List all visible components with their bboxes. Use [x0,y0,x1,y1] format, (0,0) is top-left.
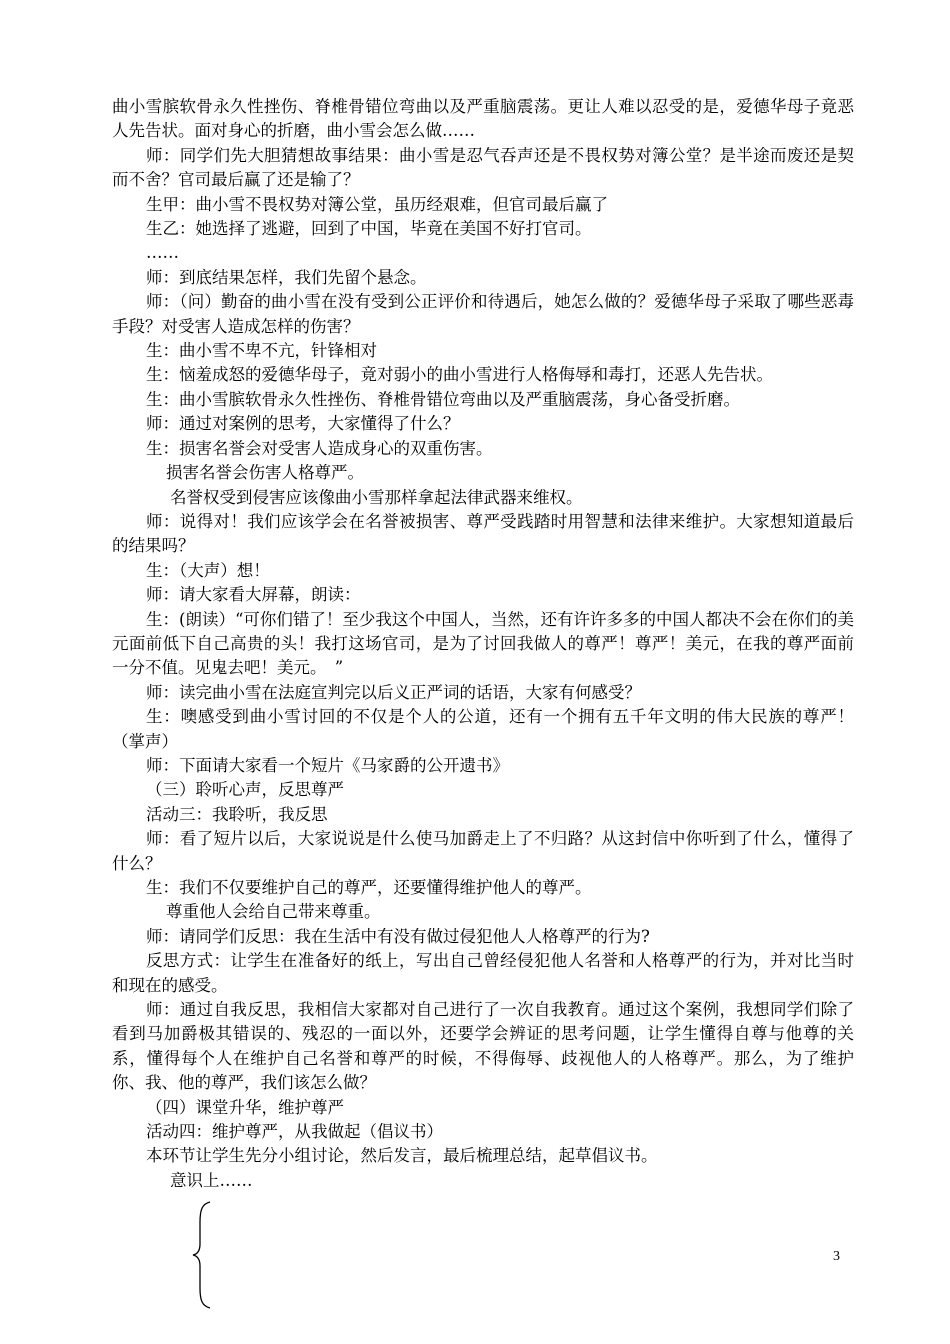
paragraph: 本环节让学生先分小组讨论，然后发言，最后梳理总结，起草倡议书。 [146,1146,658,1166]
paragraph: 生：恼羞成怒的爱德华母子，竟对弱小的曲小雪进行人格侮辱和毒打，还恶人先告状。 [146,365,773,385]
paragraph: 活动四：维护尊严，从我做起（倡议书） [146,1122,443,1142]
paragraph: 师：请同学们反思：我在生活中有没有做过侵犯他人人格尊严的行为? [146,926,650,946]
paragraph: （三）聆听心声，反思尊严 [146,780,344,800]
paragraph: 损害名誉会伤害人格尊严。 [166,463,364,483]
paragraph: 反思方式：让学生在准备好的纸上，写出自己曾经侵犯他人名誉和人格尊严的行为，并对比当时和现在的感受。 [112,951,854,995]
paragraph: 师：（问）勤奋的曲小雪在没有受到公正评价和待遇后，她怎么做的？爱德华母子采取了哪些恶毒手段？对受害人造成怎样的伤害？ [112,292,854,336]
body-text [112,95,854,1193]
paragraph: …… [146,243,179,263]
page-number: 3 [833,1249,840,1264]
paragraph: 师：同学们先大胆猜想故事结果：曲小雪是忍气吞声还是不畏权势对簿公堂？是半途而废还是契而不舍？官司最后赢了还是输了？ [112,145,854,190]
paragraph: 师：看了短片以后，大家说说是什么使马加爵走上了不归路？从这封信中你听到了什么，懂得了什么？ [112,829,854,873]
paragraph: 名誉权受到侵害应该像曲小雪那样拿起法律武器来维权。 [170,487,583,507]
paragraph: 师：读完曲小雪在法庭宣判完以后义正严词的话语，大家有何感受？ [146,682,641,702]
paragraph: 师：请大家看大屏幕，朗读： [146,585,361,605]
paragraph: 生：我们不仅要维护自己的尊严，还要懂得维护他人的尊严。 [146,878,592,897]
paragraph: 活动三：我聆听，我反思 [146,804,328,824]
paragraph: 生：曲小雪膑软骨永久性挫伤、脊椎骨错位弯曲以及严重脑震荡，身心备受折磨。 [146,389,740,409]
paragraph: （四）课堂升华，维护尊严 [146,1097,344,1117]
paragraph: 师：到底结果怎样，我们先留个悬念。 [146,267,427,287]
paragraph: 师：通过对案例的思考，大家懂得了什么？ [146,414,460,434]
paragraph: 生：(朗读）“可你们错了！至少我这个中国人，当然，还有许许多多的中国人都决不会在你们的美元面前低下自己高贵的头！我打这场官司，是为了讨回我做人的尊严！尊严！美元，在我的尊严面前一分不值。见鬼去吧！美元。 ” [112,609,854,678]
paragraph: 师：下面请大家看一个短片《马家爵的公开遗书》 [146,755,509,775]
paragraph: 生：（大声）想！ [146,560,270,580]
paragraph: 生：损害名誉会对受害人造成身心的双重伤害。 [146,438,493,458]
paragraph: 曲小雪膑软骨永久性挫伤、脊椎骨错位弯曲以及严重脑震荡。更让人难以忍受的是，爱德华母子竟恶人先告状。面对身心的折磨，曲小雪会怎么做…… [112,97,854,141]
paragraph: 师：说得对！我们应该学会在名誉被损害、尊严受践踏时用智慧和法律来维护。大家想知道最后的结果吗？ [112,511,854,556]
paragraph: 生甲：曲小雪不畏权势对簿公堂，虽历经艰难，但官司最后赢了 [146,194,608,214]
paragraph: 师：通过自我反思，我相信大家都对自己进行了一次自我教育。通过这个案例，我想同学们除了看到马加爵极其错误的、残忍的一面以外，还要学会辨证的思考问题，让学生懂得自尊与他尊的关系，懂得每个人在维护自己名誉和尊严的时候，不得侮辱、歧视他人的人格尊严。那么，为了维护你、我、他的尊严，我们该怎么做？ [112,1000,854,1093]
paragraph: 意识上…… [170,1170,253,1190]
paragraph: 生乙：她选择了逃避，回到了中国，毕竟在美国不好打官司。 [146,219,592,239]
paragraph: 生：曲小雪不卑不亢，针锋相对 [146,341,377,361]
paragraph: 尊重他人会给自己带来尊重。 [166,902,381,922]
paragraph: 生：噢感受到曲小雪讨回的不仅是个人的公道，还有一个拥有五千年文明的伟大民族的尊严！（掌声） [112,707,854,751]
left-brace-shape [190,1200,216,1310]
